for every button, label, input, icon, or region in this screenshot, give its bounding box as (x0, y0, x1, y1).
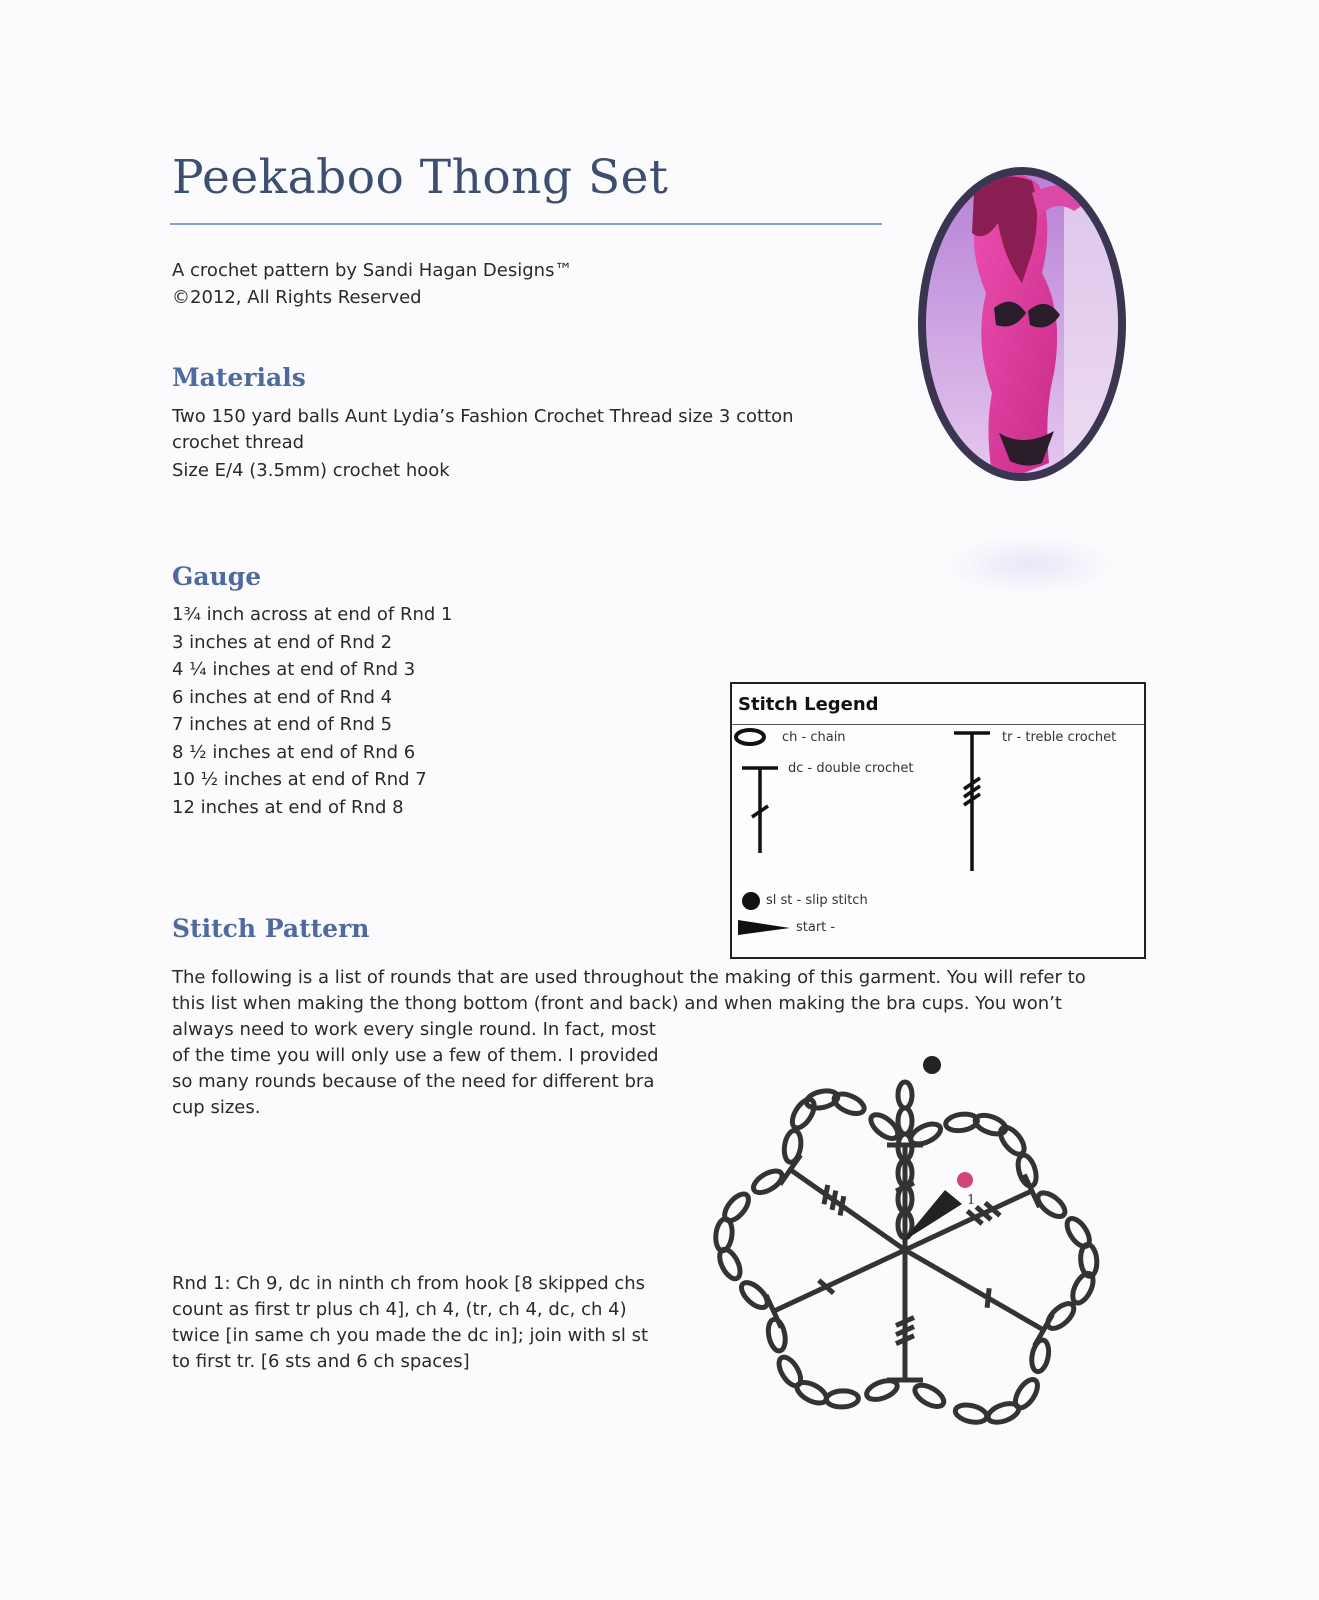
page-title: Peekaboo Thong Set (172, 150, 669, 205)
stitch-pattern-heading: Stitch Pattern (172, 914, 370, 943)
stitch-yarn-over-mark (987, 1288, 989, 1308)
paragraph-line: always need to work every single round. In fact, most (172, 1019, 656, 1040)
legend-symbols (732, 684, 1144, 957)
chain-stitch (788, 1096, 819, 1132)
legend-start-label: start - (796, 920, 836, 935)
legend-tr-label: tr - treble crochet (1002, 730, 1117, 745)
chain-stitch (1029, 1339, 1051, 1373)
gauge-item: 3 inches at end of Rnd 2 (172, 631, 393, 653)
chain-stitch (864, 1377, 900, 1403)
chain-stitch (750, 1167, 786, 1197)
gauge-item: 8 ½ inches at end of Rnd 6 (172, 741, 416, 763)
gauge-item: 6 inches at end of Rnd 4 (172, 686, 393, 708)
round-1-instructions (172, 1271, 648, 1375)
chain-stitch (954, 1402, 989, 1425)
gauge-list (172, 601, 453, 821)
start-symbol (738, 920, 790, 935)
paragraph-line: of the time you will only use a few of them. I provided (172, 1045, 659, 1066)
chain-stitch (1069, 1270, 1098, 1306)
gauge-heading: Gauge (172, 562, 262, 591)
gauge-item: 12 inches at end of Rnd 8 (172, 796, 404, 818)
paragraph-line: this list when making the thong bottom (front and back) and when making the bra cups. You won’t (172, 993, 1062, 1014)
slip-stitch-symbol (742, 892, 760, 910)
materials-heading: Materials (172, 363, 306, 392)
byline-designer: A crochet pattern by Sandi Hagan Designs™ (172, 260, 573, 281)
legend-dc-label: dc - double crochet (788, 761, 914, 776)
slip-stitch-dot (923, 1056, 941, 1074)
gauge-item: 10 ½ inches at end of Rnd 7 (172, 769, 427, 790)
chain-symbol (736, 730, 764, 744)
round-1-diagram (690, 1030, 1160, 1470)
title-underline (170, 223, 882, 225)
chain-stitch (1044, 1299, 1078, 1332)
model-photo (914, 163, 1130, 485)
chain-stitch (826, 1390, 859, 1407)
stitch-yarn-over-mark (832, 1191, 836, 1210)
legend-ch-label: ch - chain (782, 730, 846, 745)
double-crochet-symbol (742, 768, 778, 853)
foundation-chain-stitch (898, 1108, 912, 1134)
stitch-yarn-over-mark (840, 1196, 844, 1215)
instruction-line: to first tr. [6 sts and 6 ch spaces] (172, 1351, 470, 1372)
gauge-item: 4 ¼ inches at end of Rnd 3 (172, 659, 416, 680)
materials-line: Size E/4 (3.5mm) crochet hook (172, 460, 450, 481)
chain-stitch (737, 1278, 771, 1312)
paragraph-line: The following is a list of rounds that are used throughout the making of this garment. You will refer to (172, 967, 1086, 988)
gauge-item: 7 inches at end of Rnd 5 (172, 714, 393, 735)
chain-stitch (1034, 1189, 1069, 1221)
chain-stitch (911, 1381, 947, 1411)
byline-copyright: ©2012, All Rights Reserved (172, 287, 422, 308)
chain-stitch (775, 1354, 805, 1390)
materials-list (172, 404, 794, 484)
stitch-yarn-over-mark (824, 1185, 828, 1204)
chain-stitch (720, 1190, 753, 1225)
instruction-line: count as first tr plus ch 4], ch 4, (tr, ch 4, dc, ch 4) (172, 1299, 627, 1320)
materials-line: crochet thread (172, 432, 305, 453)
double-stitch (905, 1250, 1044, 1330)
chain-stitch (831, 1090, 867, 1117)
instruction-line: twice [in same ch you made the dc in]; join with sl st (172, 1325, 649, 1346)
treble-stitch (790, 1170, 905, 1250)
legend-sl-label: sl st - slip stitch (766, 893, 868, 908)
chain-stitch (1015, 1153, 1040, 1188)
faint-mark (945, 535, 1115, 595)
legend-title: Stitch Legend (738, 694, 879, 715)
chain-stitch (986, 1400, 1022, 1426)
gauge-item: 1¾ inch across at end of Rnd 1 (172, 604, 453, 625)
stitch-legend (730, 682, 1146, 959)
round-number-label: 1 (967, 1193, 976, 1208)
paragraph-line: cup sizes. (172, 1097, 261, 1118)
materials-line: Two 150 yard balls Aunt Lydia’s Fashion Crochet Thread size 3 cotton (172, 406, 794, 427)
byline (172, 257, 572, 311)
instruction-line: Rnd 1: Ch 9, dc in ninth ch from hook [8 skipped chs (172, 1273, 646, 1294)
treble-crochet-symbol (954, 733, 990, 871)
double-stitch (774, 1250, 905, 1311)
round-start-marker (957, 1172, 973, 1188)
paragraph-line: so many rounds because of the need for different bra (172, 1071, 655, 1092)
foundation-chain-stitch (898, 1082, 912, 1108)
